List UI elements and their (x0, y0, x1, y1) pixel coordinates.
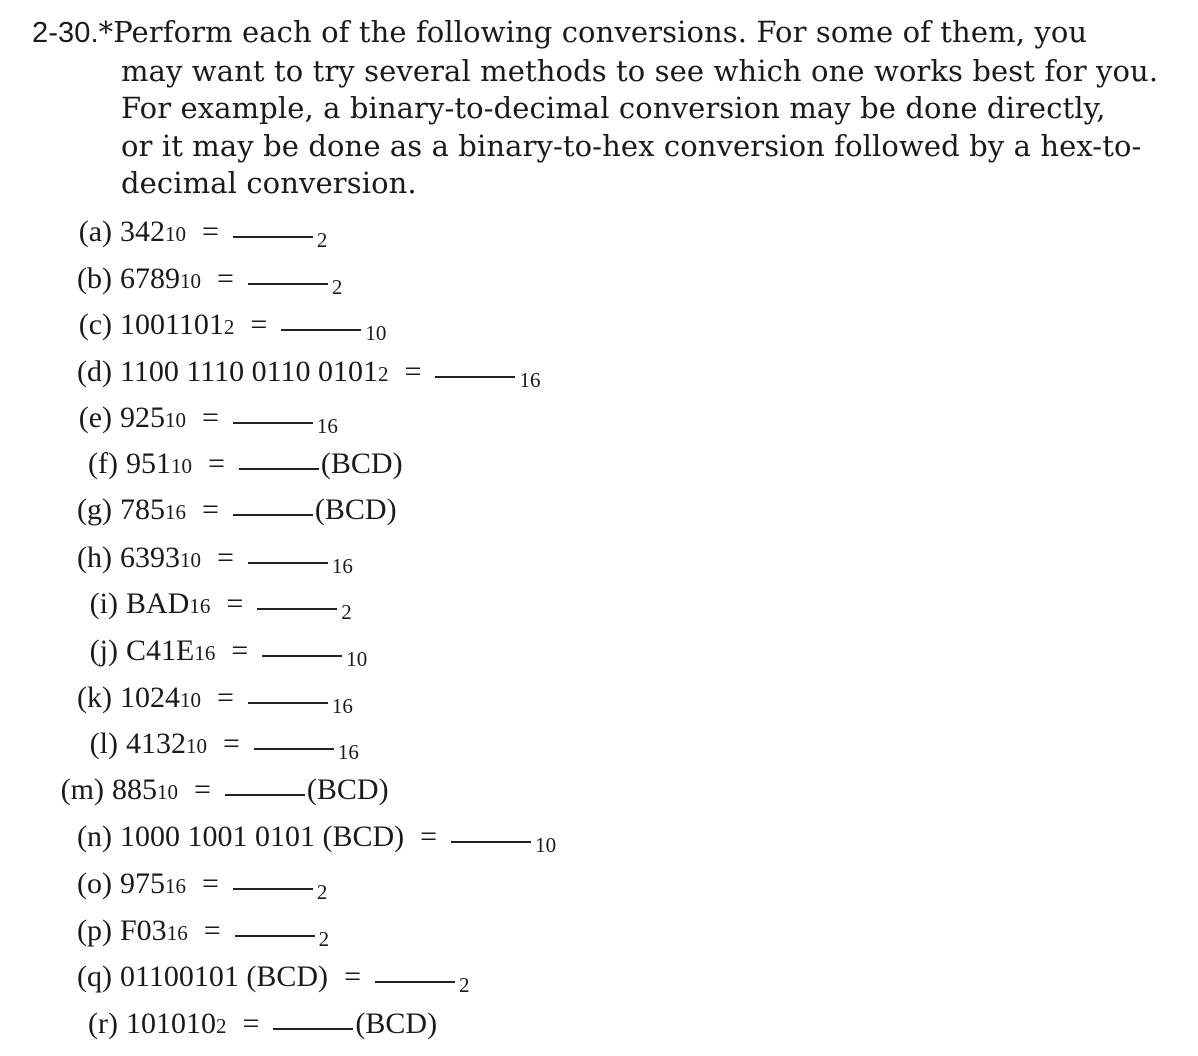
equals-sign: = (344, 960, 361, 993)
target-base: 16 (337, 740, 359, 764)
conversion-item: (l) 4132 10 = 16 (60, 726, 359, 764)
item-label: (q) (77, 960, 112, 993)
item-value: 4132 (126, 727, 186, 760)
equals-sign: = (202, 401, 219, 434)
conversion-item: (j) C41E 16 = 10 (60, 633, 367, 671)
item-value: 1001101 (120, 308, 224, 341)
item-value: F03 (120, 914, 167, 947)
item-value: 951 (126, 447, 171, 480)
conversion-item: (e) 925 10 = 16 (54, 400, 338, 438)
item-value: 101010 (126, 1007, 216, 1040)
answer-blank (233, 421, 313, 424)
equals-sign: = (231, 634, 249, 667)
item-value: 342 (120, 215, 165, 248)
equals-sign: = (250, 308, 268, 341)
equals-sign: = (217, 681, 234, 714)
equals-sign: = (203, 914, 221, 947)
item-value: BAD (126, 587, 190, 620)
item-value: 1024 (120, 681, 180, 714)
equals-sign: = (223, 727, 240, 760)
target-base: (BCD) (306, 773, 389, 806)
target-base: 16 (316, 414, 338, 438)
answer-blank (248, 282, 328, 285)
answer-blank (435, 375, 515, 378)
target-base: (BCD) (320, 447, 403, 480)
answer-blank (239, 467, 319, 470)
item-label: (e) (78, 401, 112, 434)
conversion-item: (h) 6393 10 = 16 (54, 540, 353, 578)
conversion-item: (d) 1100 1110 0110 0101 2 = 16 (54, 354, 540, 392)
problem-line-5: decimal conversion. (121, 166, 417, 200)
conversion-item (54, 959, 469, 997)
equals-sign: = (217, 541, 234, 574)
target-base: 2 (331, 275, 343, 299)
item-label: (f) (88, 447, 118, 480)
target-base: 10 (365, 321, 387, 345)
equals-sign: = (194, 773, 211, 806)
answer-blank (225, 793, 305, 796)
problem-number: 2-30. (32, 17, 99, 49)
equals-sign: = (202, 215, 219, 248)
item-label: (b) (77, 262, 112, 295)
conversion-item: (o) 975 16 = 2 (54, 866, 327, 904)
answer-blank (248, 701, 328, 704)
item-label: (g) (77, 493, 112, 526)
target-base: 16 (519, 368, 541, 392)
conversion-item (54, 819, 556, 857)
target-base: 2 (318, 927, 330, 951)
item-label: (l) (89, 727, 118, 760)
problem-text-1: Perform each of the following conversions. For some of them, you (113, 15, 1088, 49)
conversion-item: (f) 951 10 = (BCD) (60, 446, 403, 482)
item-value: 6393 (120, 541, 180, 574)
conversion-item: (i) BAD 16 = 2 (60, 586, 352, 624)
answer-blank (262, 654, 342, 657)
answer-blank (451, 840, 531, 843)
conversion-item: (c) 1001101 2 = 10 (54, 307, 386, 345)
item-value: C41E (126, 634, 195, 667)
answer-blank (233, 513, 313, 516)
target-base: 2 (316, 228, 328, 252)
equals-sign: = (208, 447, 225, 480)
target-base: 10 (535, 833, 557, 857)
problem-line-4: or it may be done as a binary-to-hex conversion followed by a hex-to- (121, 128, 1142, 163)
equals-sign: = (226, 587, 244, 620)
item-label: (o) (77, 867, 112, 900)
item-value: 1100 1110 0110 0101 (120, 355, 379, 388)
conversion-item: (b) 6789 10 = 2 (54, 261, 342, 299)
item-label: (p) (77, 914, 112, 947)
item-label: (m) (60, 773, 104, 806)
item-value: 1000 1001 0101 (BCD) (120, 820, 405, 853)
target-base: 2 (341, 600, 352, 624)
answer-blank (273, 1027, 353, 1030)
item-label: (c) (78, 308, 112, 341)
item-label: (h) (77, 541, 112, 574)
conversion-item: (m) 885 10 = (BCD) (46, 772, 389, 808)
equals-sign: = (202, 867, 219, 900)
equals-sign: = (404, 355, 422, 388)
item-label: (r) (88, 1007, 118, 1040)
target-base: 2 (458, 973, 470, 997)
equals-sign: = (242, 1007, 260, 1040)
target-base: 16 (331, 694, 353, 718)
problem-line-3: For example, a binary-to-decimal conversion may be done directly, (121, 91, 1106, 125)
target-base: (BCD) (355, 1007, 438, 1040)
item-value: 01100101 (BCD) (120, 960, 329, 993)
conversion-item: (k) 1024 10 = 16 (54, 680, 353, 718)
conversion-item: (g) 785 16 = (BCD) (54, 492, 397, 528)
answer-blank (233, 887, 313, 890)
answer-blank (281, 328, 361, 331)
item-label: (k) (77, 681, 112, 714)
conversion-item: (r) 101010 2 = (BCD) (60, 1006, 437, 1042)
item-label: (a) (78, 215, 112, 248)
problem-star: * (98, 15, 114, 49)
target-base: 2 (316, 880, 328, 904)
conversion-item: (p) F03 16 = 2 (54, 913, 329, 951)
item-value: 885 (112, 773, 157, 806)
answer-blank (248, 561, 328, 564)
item-label: (d) (77, 355, 112, 388)
item-label: (n) (77, 820, 112, 853)
item-label: (i) (89, 587, 118, 620)
problem-line-2: may want to try several methods to see which one works best for you. (121, 53, 1159, 88)
conversion-item: (a) 342 10 = 2 (54, 214, 327, 252)
target-base: 10 (346, 647, 368, 671)
item-label: (j) (89, 634, 118, 667)
answer-blank (375, 980, 455, 983)
answer-blank (254, 747, 334, 750)
item-value: 925 (120, 401, 165, 434)
answer-blank (257, 607, 337, 610)
item-value: 785 (120, 493, 165, 526)
answer-blank (233, 235, 313, 238)
target-base: (BCD) (314, 493, 397, 526)
equals-sign: = (217, 262, 234, 295)
answer-blank (235, 934, 315, 937)
target-base: 16 (331, 554, 353, 578)
item-value: 975 (120, 867, 165, 900)
equals-sign: = (420, 820, 438, 853)
item-value: 6789 (120, 262, 180, 295)
equals-sign: = (202, 493, 219, 526)
